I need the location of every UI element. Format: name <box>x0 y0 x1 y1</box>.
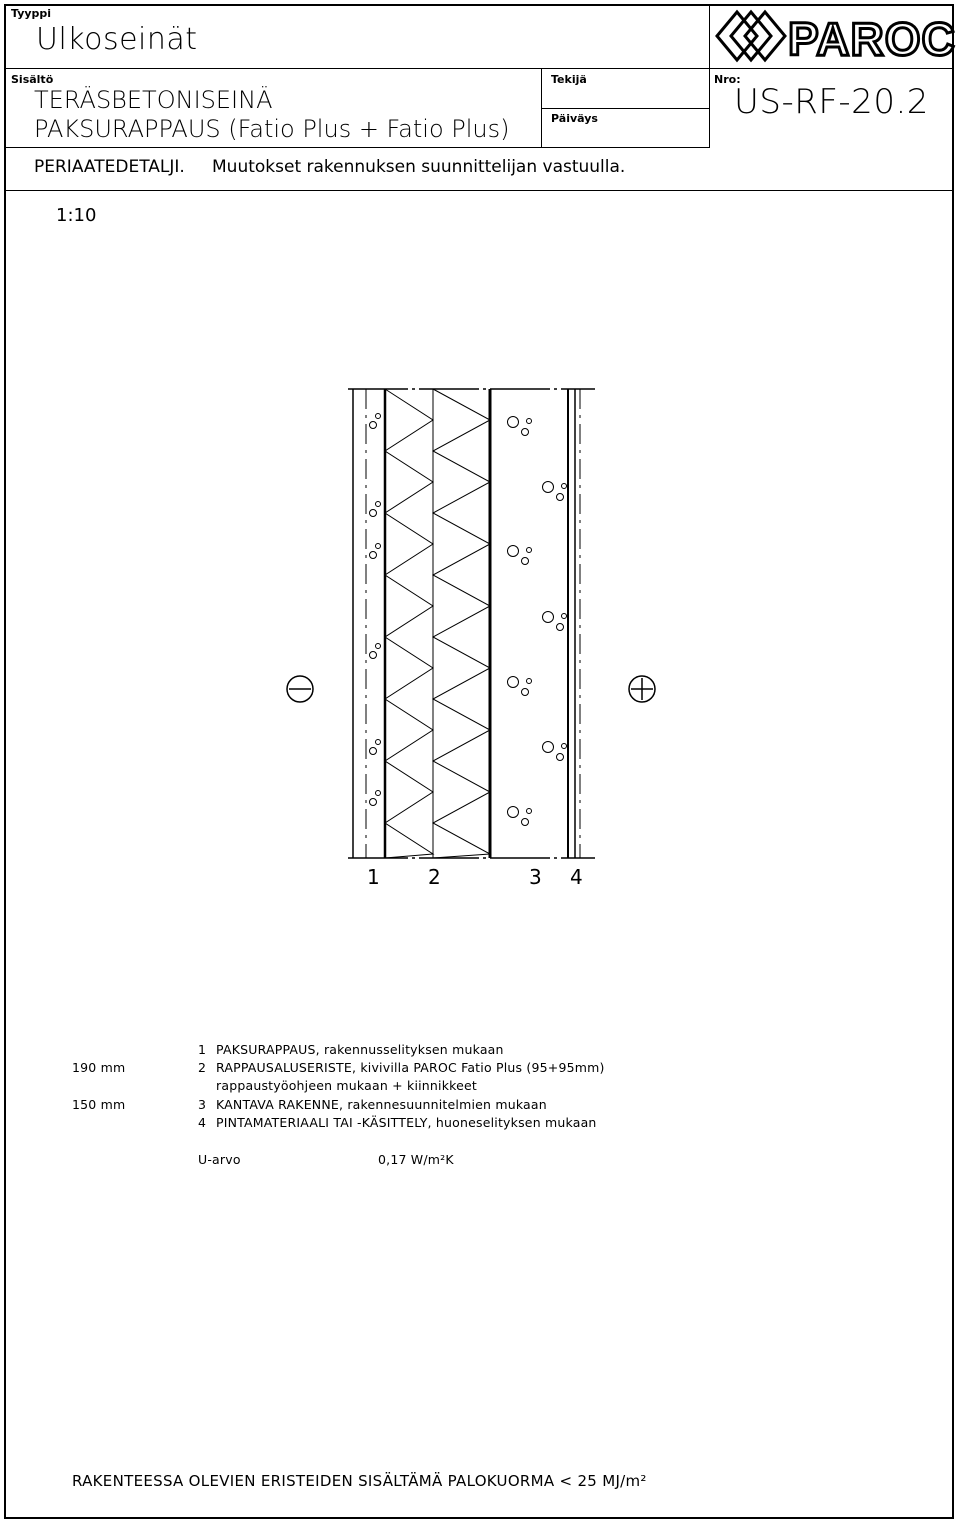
note-4-number: 4 <box>198 1115 207 1130</box>
title-divider-1 <box>4 68 954 69</box>
content-line-2: PAKSURAPPAUS (Fatio Plus + Fatio Plus) <box>34 115 510 143</box>
content-line-1: TERÄSBETONISEINÄ <box>34 86 273 114</box>
layer-number-4: 4 <box>570 865 583 889</box>
paroc-logo-text: PAROC <box>788 13 956 65</box>
note-2-thickness: 190 mm <box>72 1060 126 1075</box>
author-label: Tekijä <box>551 73 587 86</box>
title-divider-2 <box>4 147 710 148</box>
date-label: Päiväys <box>551 112 598 125</box>
note-1-text: PAKSURAPPAUS, rakennusselityksen mukaan <box>216 1042 504 1057</box>
note-2-continuation: rappaustyöohjeen mukaan + kiinnikkeet <box>216 1078 478 1093</box>
content-label: Sisältö <box>11 73 54 86</box>
layer-number-1: 1 <box>367 865 380 889</box>
u-value-label: U-arvo <box>198 1152 241 1167</box>
title-vdivider-1 <box>541 68 542 147</box>
scale-label: 1:10 <box>56 205 97 226</box>
note-4-text: PINTAMATERIAALI TAI -KÄSITTELY, huoneselityksen mukaan <box>216 1115 597 1130</box>
layer-number-3: 3 <box>529 865 542 889</box>
note-2-text: RAPPAUSALUSERISTE, kivivilla PAROC Fatio Plus (95+95mm) <box>216 1060 605 1075</box>
principle-text: PERIAATEDETALJI. <box>34 157 185 177</box>
note-3-thickness: 150 mm <box>72 1097 126 1112</box>
note-2-number: 2 <box>198 1060 207 1075</box>
note-3-number: 3 <box>198 1097 207 1112</box>
drawing-number: US-RF-20.2 <box>734 82 929 122</box>
drawing-sheet <box>4 4 954 1519</box>
note-3-text: KANTAVA RAKENNE, rakennesuunnitelmien mukaan <box>216 1097 547 1112</box>
note-1-number: 1 <box>198 1042 207 1057</box>
type-value: Ulkoseinät <box>36 22 198 57</box>
fire-load-note: RAKENTEESSA OLEVIEN ERISTEIDEN SISÄLTÄMÄ PALOKUORMA < 25 MJ/m² <box>72 1472 647 1490</box>
type-label: Tyyppi <box>11 7 52 20</box>
u-value: 0,17 W/m²K <box>378 1152 454 1167</box>
layer-number-2: 2 <box>428 865 441 889</box>
title-divider-4 <box>541 108 710 109</box>
number-label: Nro: <box>714 73 741 86</box>
changes-text: Muutokset rakennuksen suunnittelijan vastuulla. <box>212 157 626 177</box>
title-divider-3 <box>4 190 954 191</box>
title-vdivider-2 <box>709 4 710 147</box>
